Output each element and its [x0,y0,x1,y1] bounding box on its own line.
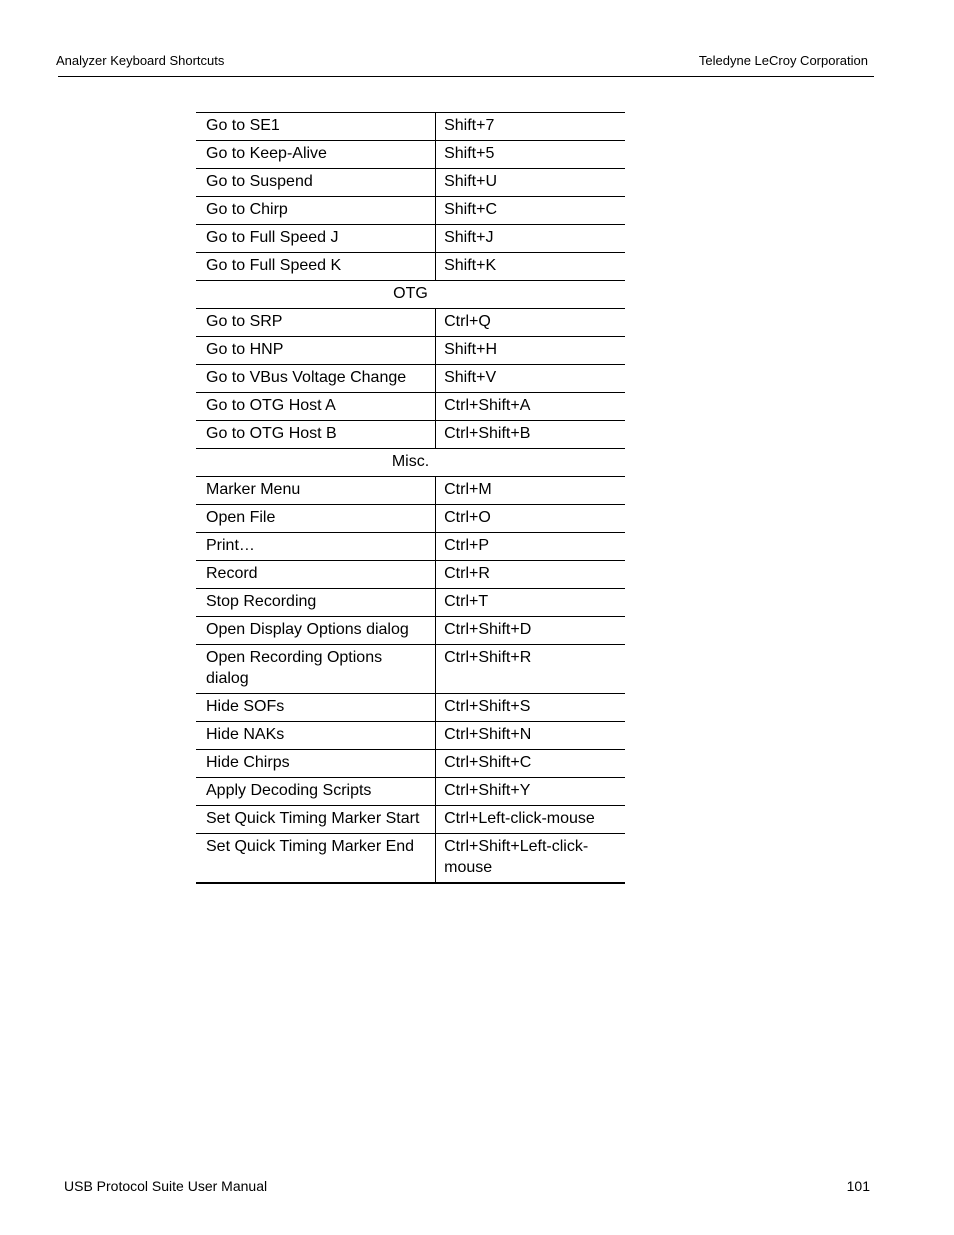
table-row [196,421,625,449]
table-row [196,561,625,589]
shortcut-keys: Shift+U [436,169,625,197]
shortcut-keys: Shift+K [436,253,625,281]
table-row [196,309,625,337]
section-label: OTG [196,281,625,309]
shortcut-keys: Shift+H [436,337,625,365]
table-row [196,113,625,141]
shortcut-action: Go to SE1 [196,113,436,141]
shortcut-action: Open Recording Options dialog [196,645,436,694]
shortcut-keys: Ctrl+R [436,561,625,589]
shortcut-action: Record [196,561,436,589]
shortcut-action: Go to Full Speed K [196,253,436,281]
shortcut-action: Go to OTG Host A [196,393,436,421]
shortcut-keys: Ctrl+Shift+A [436,393,625,421]
shortcut-keys: Ctrl+Shift+S [436,694,625,722]
table-row [196,834,625,884]
shortcut-keys: Ctrl+Shift+R [436,645,625,694]
table-row [196,694,625,722]
shortcut-keys: Shift+5 [436,141,625,169]
shortcut-keys: Ctrl+T [436,589,625,617]
table-row [196,645,625,694]
shortcut-table [196,112,625,884]
shortcut-action: Go to SRP [196,309,436,337]
table-row [196,505,625,533]
table-row [196,393,625,421]
shortcut-keys: Ctrl+M [436,477,625,505]
shortcut-action: Stop Recording [196,589,436,617]
shortcut-keys: Shift+V [436,365,625,393]
section-label: Misc. [196,449,625,477]
shortcut-action: Hide SOFs [196,694,436,722]
shortcut-action: Set Quick Timing Marker End [196,834,436,884]
table-row [196,533,625,561]
header-divider [58,76,874,77]
table-row [196,337,625,365]
table-row [196,617,625,645]
footer-title: USB Protocol Suite User Manual [64,1178,268,1194]
shortcut-action: Go to HNP [196,337,436,365]
shortcut-action: Go to Chirp [196,197,436,225]
table-row [196,750,625,778]
header-title: Analyzer Keyboard Shortcuts [56,53,225,68]
shortcut-keys: Shift+C [436,197,625,225]
shortcut-keys: Ctrl+P [436,533,625,561]
shortcut-action: Hide NAKs [196,722,436,750]
section-header-row [196,281,625,309]
shortcut-table-body [196,113,625,884]
table-row [196,477,625,505]
shortcut-keys: Ctrl+Left-click-mouse [436,806,625,834]
page-number: 101 [846,1178,870,1194]
table-row [196,778,625,806]
shortcut-keys: Ctrl+Shift+Left-click-mouse [436,834,625,884]
shortcut-action: Print… [196,533,436,561]
section-header-row [196,449,625,477]
shortcut-action: Go to VBus Voltage Change [196,365,436,393]
shortcut-action: Go to Keep-Alive [196,141,436,169]
table-row [196,365,625,393]
shortcut-action: Open File [196,505,436,533]
table-row [196,589,625,617]
table-row [196,169,625,197]
shortcut-keys: Ctrl+O [436,505,625,533]
shortcut-keys: Ctrl+Shift+Y [436,778,625,806]
shortcut-action: Hide Chirps [196,750,436,778]
shortcut-keys: Ctrl+Q [436,309,625,337]
shortcut-action: Go to OTG Host B [196,421,436,449]
shortcut-action: Set Quick Timing Marker Start [196,806,436,834]
shortcut-keys: Ctrl+Shift+D [436,617,625,645]
shortcut-action: Marker Menu [196,477,436,505]
shortcut-keys: Ctrl+Shift+B [436,421,625,449]
header-company: Teledyne LeCroy Corporation [698,53,868,68]
table-row [196,225,625,253]
shortcut-keys: Shift+7 [436,113,625,141]
table-row [196,806,625,834]
shortcut-keys: Ctrl+Shift+N [436,722,625,750]
shortcut-action: Open Display Options dialog [196,617,436,645]
table-row [196,722,625,750]
shortcut-action: Go to Full Speed J [196,225,436,253]
shortcut-action: Go to Suspend [196,169,436,197]
table-row [196,197,625,225]
shortcut-keys: Ctrl+Shift+C [436,750,625,778]
shortcut-action: Apply Decoding Scripts [196,778,436,806]
shortcut-keys: Shift+J [436,225,625,253]
table-row [196,141,625,169]
table-row [196,253,625,281]
